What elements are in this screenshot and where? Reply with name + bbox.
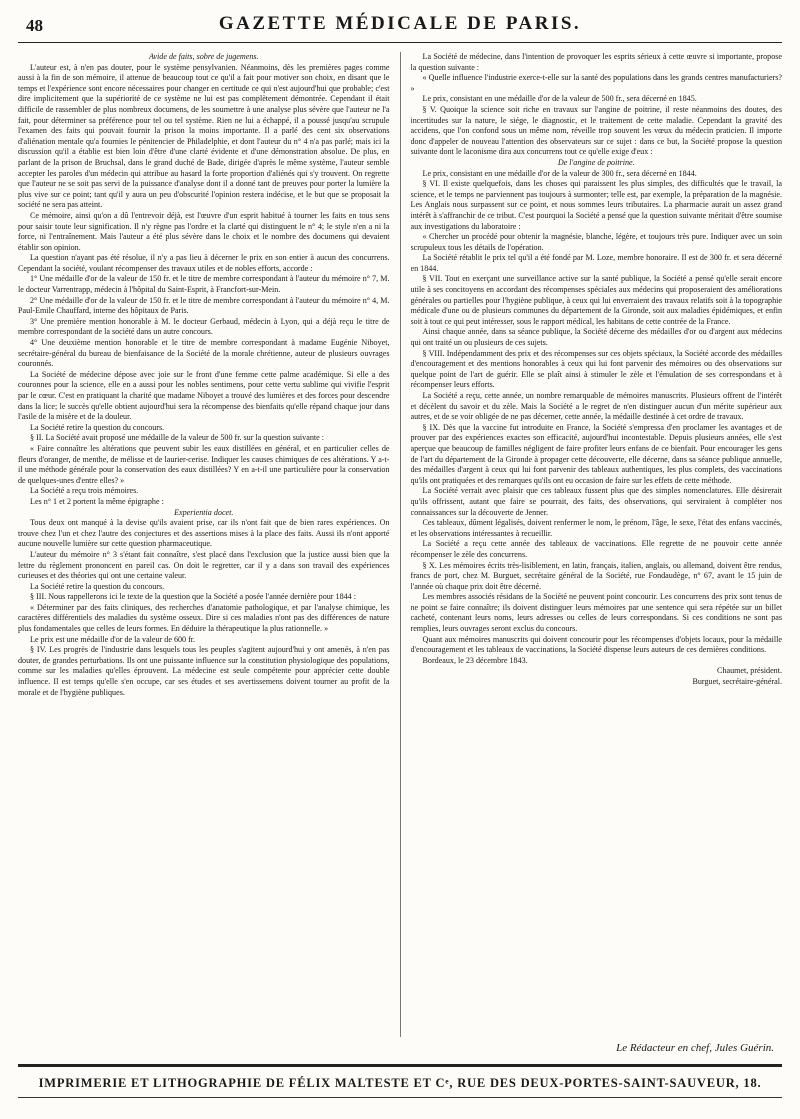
editor-signature: Le Rédacteur en chef, Jules Guérin. <box>616 1042 774 1054</box>
left-column-paragraph: La Société retire la question du concours. <box>30 581 165 591</box>
right-column <box>411 52 783 1037</box>
right-column-paragraph: § IX. Dès que la vaccine fut introduite en France, la Société s'empressa d'en proclamer les avantages et de prouver par des expériences exactes son efficacité, aujourd'hui incontestable. Depuis plusieurs années, elle s'est aperçue que beaucoup de familles négligent de faire profiter leurs enfans de ce bienfait. Pour encourager les gens de l'art du département de la Gironde à propager cette découverte, elle décerne, dans sa séance publique annuelle, des médailles d'argent à ceux qui lui font parvenir des tableaux authentiques, les plus complets, des vaccinations qu'ils ont pratiquées et des remarques qu'ils ont eu occasion de faire sur les effets de cette méthode. <box>410 422 782 485</box>
left-column-paragraph: Les n° 1 et 2 portent la même épigraphe : <box>30 496 164 506</box>
right-column-paragraph: Burguet, secrétaire-général. <box>692 677 782 687</box>
article-columns <box>18 52 782 1037</box>
left-column-paragraph: § II. La Société avait proposé une médaille de la valeur de 500 fr. sur la question suivante : <box>30 433 324 443</box>
right-column-paragraph: § V. Quoique la science soit riche en travaux sur l'angine de poitrine, il reste néanmoins des doutes, des incertitudes sur la nature, le siége, le diagnostic, et le traitement de cette maladie. Cependant la gravité des accidens, que l'on confond sous un même nom, réveille trop souvent les vœux du médecin praticien. Il importe donc d'appeler de nouveau l'attention des observateurs sur ce sujet : dans ce but, la Société propose la question suivante dont le laconisme dira aux concurrens tout ce qu'elle exige d'eux : <box>410 104 782 157</box>
footer-rule <box>18 1064 782 1067</box>
left-column-paragraph: Le prix est une médaille d'or de la valeur de 600 fr. <box>30 634 196 644</box>
right-column-paragraph: Les membres associés résidans de la Société ne peuvent point concourir. Les concurrens des prix sont tenus de ne point se faire connaître; ils doivent distinguer leurs mémoires par une sentence qui sera répétée sur un billet cacheté, contenant leurs noms, leurs adresses ou celles de leurs correspondans. Si ces conditions ne sont pas remplies, leurs ouvrages seront exclus du concours. <box>410 592 782 634</box>
right-column-paragraph: La Société a reçu cette année des tableaux de vaccinations. Elle regrette de ne pouvoir cette année récompenser le zèle des concurrens. <box>410 539 782 559</box>
right-column-paragraph: De l'angine de poitrine. <box>557 157 635 167</box>
left-column-paragraph: Ce mémoire, ainsi qu'on a dû l'entrevoir déjà, est l'œuvre d'un esprit habitué à tourner les faits en tous sens pour saisir toute leur signification. Il n'y règne pas l'ordre et la clarté qui distinguent le n° 4; le style n'en a ni la force, ni l'entraînement. Mais l'auteur a été plus sévère dans le choix et le nombre des documens qui devaient établir son opinion. <box>18 210 390 252</box>
journal-title: GAZETTE MÉDICALE DE PARIS. <box>218 13 582 34</box>
left-column <box>18 52 401 1037</box>
left-column-paragraph: 3° Une première mention honorable à M. le docteur Gerbaud, médecin à Lyon, qui a déjà reçu le titre de membre correspondant de la société dans un autre concours. <box>18 316 390 337</box>
right-column-paragraph: « Chercher un procédé pour obtenir la magnésie, blanche, légère, et toujours très pure. Indiquer avec un soin scrupuleux tous les détails de l'opération. <box>410 232 782 252</box>
right-column-paragraph: Le prix, consistant en une médaille d'or de la valeur de 300 fr., sera décerné en 1844. <box>422 168 697 178</box>
left-column-paragraph: Tous deux ont manqué à la devise qu'ils avaient prise, car ils n'ont fait que de bien rares expériences. On trouve chez l'un et chez l'autre des conjectures et des assertions mises à la place des faits. Aussi ils n'ont apporté aucune nouvelle lumière sur cette question pharmaceutique. <box>18 518 390 549</box>
left-column-paragraph: § IV. Les progrès de l'industrie dans lesquels tous les peuples s'agitent aujourd'hui y ont amenés, à n'en pas douter, de grandes perturbations. Ils ont une puissante influence sur la constitution physiologique des populations, comme sur les maladies qu'elles éprouvent. La médecine est seule compétente pour apprécier cette double influence. Il est temps qu'elle s'en occupe, car ses études et ses avertissemens doivent tourner au profit de la morale et de l'hygiène publiques. <box>18 645 390 697</box>
right-column-paragraph: La Société a reçu, cette année, un nombre remarquable de mémoires manuscrits. Plusieurs offrent de l'intérêt et décèlent du savoir et du zèle. Mais la Société a le regret de n'en distinguer aucun d'un mérite supérieur aux autres, et de se voir obligée de ne pas décerner, cette année, la médaille destinée à cet ordre de travaux. <box>410 391 782 422</box>
left-column-paragraph: L'auteur du mémoire n° 3 s'étant fait connaître, s'est placé dans l'exclusion que la justice aussi bien que la lettre du règlement prononcent en pareil cas. On doit le regretter, car il y a dans son travail des expériences curieuses et des théories qui ont une certaine valeur. <box>18 549 390 581</box>
left-column-paragraph: L'auteur est, à n'en pas douter, pour le système pensylvanien. Néanmoins, dès les premières pages comme aussi à la fin de son mémoire, il attenue de beaucoup tout ce qu'il a fait pour motiver son choix, en disant que le temps et l'expérience sont encore nécessaires pour changer en certitude ce qui n'est aujourd'hui que probable; c'est dire implicitement que la supériorité de ce système ne lui est pas complètement démontrée. Cependant il était difficile de rassembler de plus nombreux documens, de les soumettre à une analyse plus sévère que l'auteur ne l'a fait, pour déterminer sa préférence pour tel ou tel système. Rien ne lui a échappé, il a poussé jusqu'au scrupule l'examen des faits qui pouvait fournir la prison la moins importante. Il a parlé des cent six observations d'aliénation mentale qu'a fournies le pénitencier de Philadelphie, et dont l'auteur du n° 4 n'a pas parlé; mais ici la discussion qu'il a établie est bien loin d'être d'une clarté évidente et d'une démonstration absolue. De plus, en parlant de la prison de Bruchsal, dans le grand duché de Bade, dirigée d'après le même système, l'auteur semble accepter les paroles d'un médecin qui attribue au hasard la forte proportion d'aliénés qui s'y trouvent. On regrette que l'auteur ne se soit pas servi de la puissance d'analyse dont il a donné tant de preuves pour porter la lumière la plus vive sur ce point; tant qu'il y aura un peu d'obscurité l'opinion restera indécise, et le but que se proposait la société ne sera pas atteint. <box>18 62 390 210</box>
right-column-paragraph: § X. Les mémoires écrits très-lisiblement, en latin, français, italien, anglais, ou allemand, doivent être rendus, francs de port, chez M. Burguet, secrétaire général de la Société, rue Fondaudège, n° 67, avant le 15 juin de l'année où chaque prix doit être décerné. <box>410 560 782 591</box>
right-column-paragraph: § VII. Tout en exerçant une surveillance active sur la santé publique, la Société a pensé qu'elle serait encore utile à ses concitoyens en accordant des récompenses spéciales aux médecins qui proposeraient des améliorations générales ou partielles pour l'hygiène publique, à ceux qui lui enverraient des travaux relatifs soit à la topographie médicale d'une ou de plusieurs communes du département de la Gironde, soit aux maladies épidémiques, et enfin soit à tout ce qui peut intéresser, sous le rapport médical, les habitans de cette contrée de la France. <box>410 274 782 326</box>
left-column-paragraph: Avide de faits, sobre de jugemens. <box>148 52 259 61</box>
left-column-paragraph: Experientia docet. <box>174 507 234 517</box>
right-column-paragraph: Ainsi chaque année, dans sa séance publique, la Société décerne des médailles d'or ou d'argent aux médecins qui ont traité un ou plusieurs de ces sujets. <box>410 327 782 348</box>
right-column-paragraph: La Société rétablit le prix tel qu'il a été fondé par M. Loze, membre honoraire. Il est de 300 fr. et sera décerné en 1844. <box>410 253 782 273</box>
right-column-paragraph: § VI. Il existe quelquefois, dans les choses qui paraissent les plus simples, des difficultés que le travail, la science, et le temps ne parviennent pas toujours à surmonter; telle est, par exemple, la préparation de la magnésie. Les Anglais nous surpassent sur ce point, et nous sommes leurs tributaires. La pharmacie aurait un assez grand intérêt à s'affranchir de ce tribut. C'est pourquoi la Société a pensé que la question suivante méritait d'être soumise aux investigations du laboratoire : <box>410 179 782 231</box>
left-column-paragraph: La Société de médecine dépose avec joie sur le front d'une femme cette palme académique. Si elle a des couronnes pour la science, elle en a aussi pour les nobles sentimens, pour cette vertu sublime qui vivifie l'esprit par le cœur. C'est en pratiquant la charité que madame Niboyet a trouvé des lumières et des forces pour descendre dans la lice; le succès qu'elle obtient aujourd'hui sera la récompense des bienfaits qu'elle répand chaque jour dans l'asile de la misère et de la douleur. <box>18 369 390 422</box>
left-column-paragraph: La question n'ayant pas été résolue, il n'y a pas lieu à décerner le prix en son entier à aucun des concurrens. Cependant la société, voulant récompenser des travaux utiles et de nobles efforts, accorde : <box>18 253 390 273</box>
right-column-paragraph: La Société verrait avec plaisir que ces tableaux fussent plus que des simples nomenclatures. Elle désirerait qu'ils offrissent, autant que faire se pourrait, des faits, des observations, qui serviraient à compléter nos connaissances sur la découverte de Jenner. <box>410 486 782 517</box>
page-header <box>18 8 782 43</box>
left-column-paragraph: « Déterminer par des faits cliniques, des recherches d'anatomie pathologique, et par l'analyse chimique, les caractères différentiels des maladies du système osseux. Dire si ces maladies n'ont pas des différences de nature plus fondamentales que celles de leurs formes. En déduire la thérapeutique la plus rationnelle. » <box>18 602 390 634</box>
right-column-paragraph: La Société de médecine, dans l'intention de provoquer les esprits sérieux à cette œuvre si importante, propose la question suivante : <box>410 52 782 72</box>
right-column-paragraph: § VIII. Indépendamment des prix et des récompenses sur ces objets spéciaux, la Société accorde des médailles d'encouragement et des mentions honorables à ceux qui lui font parvenir des mémoires ou des observations sur quelque point de l'art de guérir. Elle se plaît ainsi à stimuler le zèle et l'émulation de ses correspondans et à récompenser leurs efforts. <box>410 348 782 390</box>
right-column-paragraph: Le prix, consistant en une médaille d'or de la valeur de 500 fr., sera décerné en 1845. <box>422 94 697 104</box>
page-number: 48 <box>26 16 43 35</box>
right-column-paragraph: Bordeaux, le 23 décembre 1843. <box>422 655 528 665</box>
left-column-paragraph: 4° Une deuxième mention honorable et le titre de membre correspondant à madame Eugénie Niboyet, secrétaire-général du bureau de bienfaisance de la Société de la morale chrétienne, auteur de plusieurs ouvrages couronnés. <box>18 338 390 369</box>
right-column-paragraph: Quant aux mémoires manuscrits qui doivent concourir pour les récompenses d'objets locaux, pour la médaille d'encouragement et les tableaux de vaccinations, la Société dispense leurs auteurs de ces dernières conditions. <box>410 634 782 655</box>
left-column-paragraph: 2° Une médaille d'or de la valeur de 150 fr. et le titre de membre correspondant à l'auteur du mémoire n° 4, M. Paul-Emile Chauffard, interne des hôpitaux de Paris. <box>18 295 390 316</box>
right-column-paragraph: Chaumet, président. <box>717 666 782 676</box>
footer-rule-bottom <box>18 1097 782 1098</box>
printer-imprint: IMPRIMERIE ET LITHOGRAPHIE DE FÉLIX MALTESTE ET Cᵉ, RUE DES DEUX-PORTES-SAINT-SAUVEUR, 18. <box>38 1076 762 1090</box>
left-column-paragraph: « Faire connaître les altérations que peuvent subir les eaux distillées en général, et en particulier celles de fleurs d'oranger, de menthe, de mélisse et de laurier-cerise. Indiquer les causes chimiques de ces altérations. Y a-t-il une méthode générale pour la conservation des eaux distillées? Y en a-t-il une particulière pour la conservation de quelques-unes d'entre elles? » <box>18 443 390 485</box>
left-column-paragraph: La Société retire la question du concours. <box>30 422 165 432</box>
left-column-paragraph: La Société a reçu trois mémoires. <box>30 486 139 496</box>
left-column-paragraph: § III. Nous rappellerons ici le texte de la question que la Société a posée l'année dernière pour 1844 : <box>30 592 356 602</box>
right-column-paragraph: « Quelle influence l'industrie exerce-t-elle sur la santé des populations dans les grands centres manufacturiers? » <box>410 73 782 93</box>
right-column-paragraph: Ces tableaux, dûment légalisés, doivent renfermer le nom, le prénom, l'âge, le sexe, l'état des enfans vaccinés, et les observations intéressantes à recueillir. <box>410 518 782 538</box>
left-column-paragraph: 1° Une médaille d'or de la valeur de 150 fr. et le titre de membre correspondant à l'auteur du mémoire n° 7, M. le docteur Varrentrapp, médecin à l'hôpital du Saint-Esprit, à Francfort-sur-Mein. <box>18 274 390 295</box>
